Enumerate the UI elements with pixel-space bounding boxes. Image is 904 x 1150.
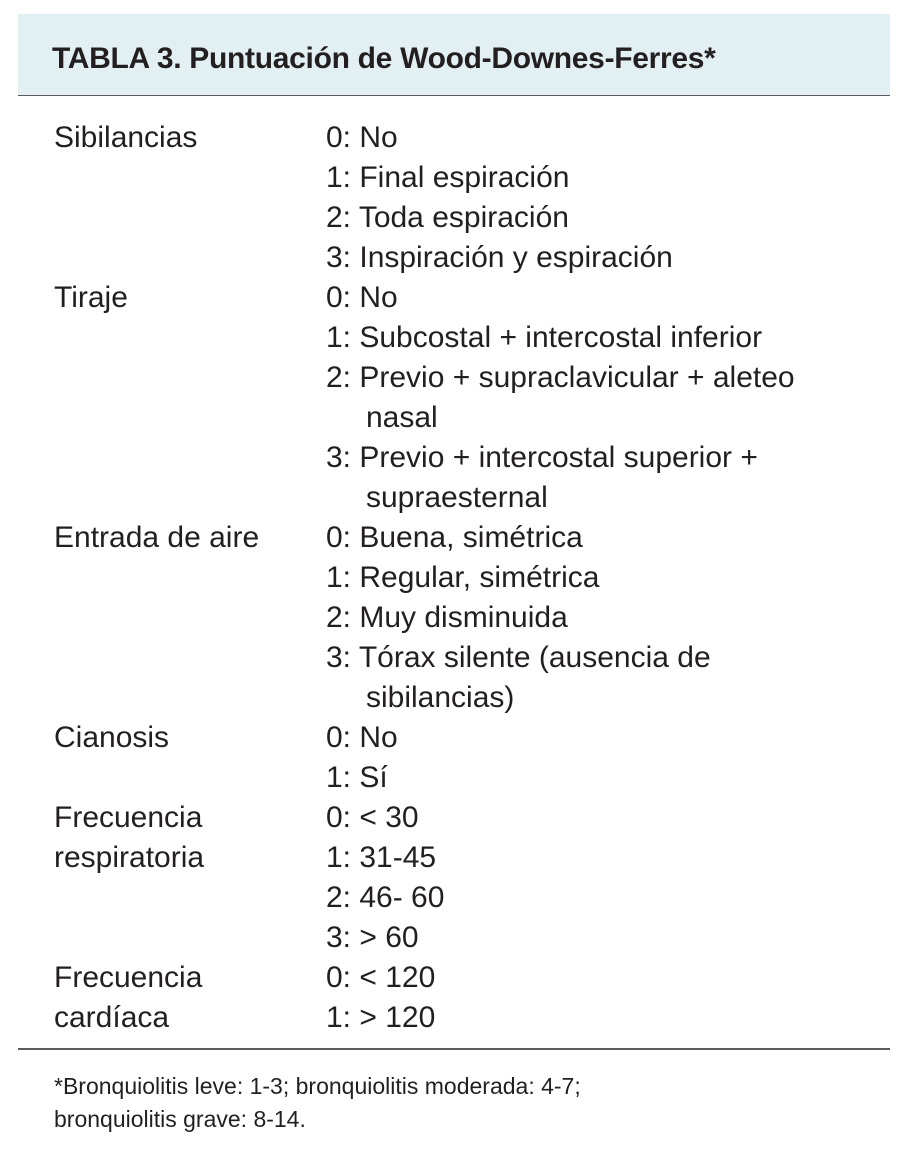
score-option: 1: 31-45 [326,841,437,874]
score-option: 0: No [326,721,398,754]
score-option: 1: Sí [326,761,388,794]
score-option: 1: Final espiración [326,161,570,194]
parameter-label-line: Sibilancias [54,121,198,154]
score-option-continuation: sibilancias) [366,681,515,714]
score-option: 0: No [326,121,398,154]
parameter-label-line: Frecuencia [54,801,203,834]
footer-divider [18,1048,890,1050]
table-row [18,958,890,1038]
parameter-label [54,958,202,1038]
parameter-label-line: Tiraje [54,281,128,314]
table-body [18,96,890,1048]
score-option: 2: Previo + supraclavicular + aleteo [326,361,795,394]
score-option: 3: Tórax silente (ausencia de [326,641,711,674]
score-option: 3: Previo + intercostal superior + [326,441,758,474]
table-title: TABLA 3. Puntuación de Wood-Downes-Ferres* [52,42,716,75]
score-option: 1: > 120 [326,1001,436,1034]
parameter-label [54,518,259,558]
parameter-label [54,278,128,318]
table-row [18,718,890,798]
parameter-label-line: cardíaca [54,1001,170,1034]
score-option: 1: Subcostal + intercostal inferior [326,321,763,354]
table-title-bar [18,14,890,96]
score-option: 0: No [326,281,398,314]
table-row [18,798,890,958]
score-option: 2: Toda espiración [326,201,569,234]
parameter-label [54,798,204,878]
score-option: 0: < 120 [326,961,436,994]
score-option-continuation: supraesternal [366,481,548,514]
score-option: 1: Regular, simétrica [326,561,600,594]
parameter-label-line: Entrada de aire [54,521,260,554]
parameter-label-line: Frecuencia [54,961,203,994]
score-option: 0: Buena, simétrica [326,521,583,554]
score-option: 3: > 60 [326,921,419,954]
parameter-label [54,118,197,158]
table-row [18,518,890,718]
score-option: 0: < 30 [326,801,419,834]
score-option-continuation: nasal [366,401,438,434]
table-row [18,118,890,278]
parameter-label [54,718,169,758]
score-option: 2: Muy disminuida [326,601,568,634]
table-row [18,278,890,518]
parameter-label-line: Cianosis [54,721,170,754]
score-option: 2: 46- 60 [326,881,445,914]
footnote-line: *Bronquiolitis leve: 1-3; bronquiolitis moderada: 4-7; [54,1073,581,1099]
footnote-line: bronquiolitis grave: 8-14. [54,1106,306,1132]
table-footnote [54,1070,854,1136]
score-option: 3: Inspiración y espiración [326,241,673,274]
parameter-label-line: respiratoria [54,841,205,874]
